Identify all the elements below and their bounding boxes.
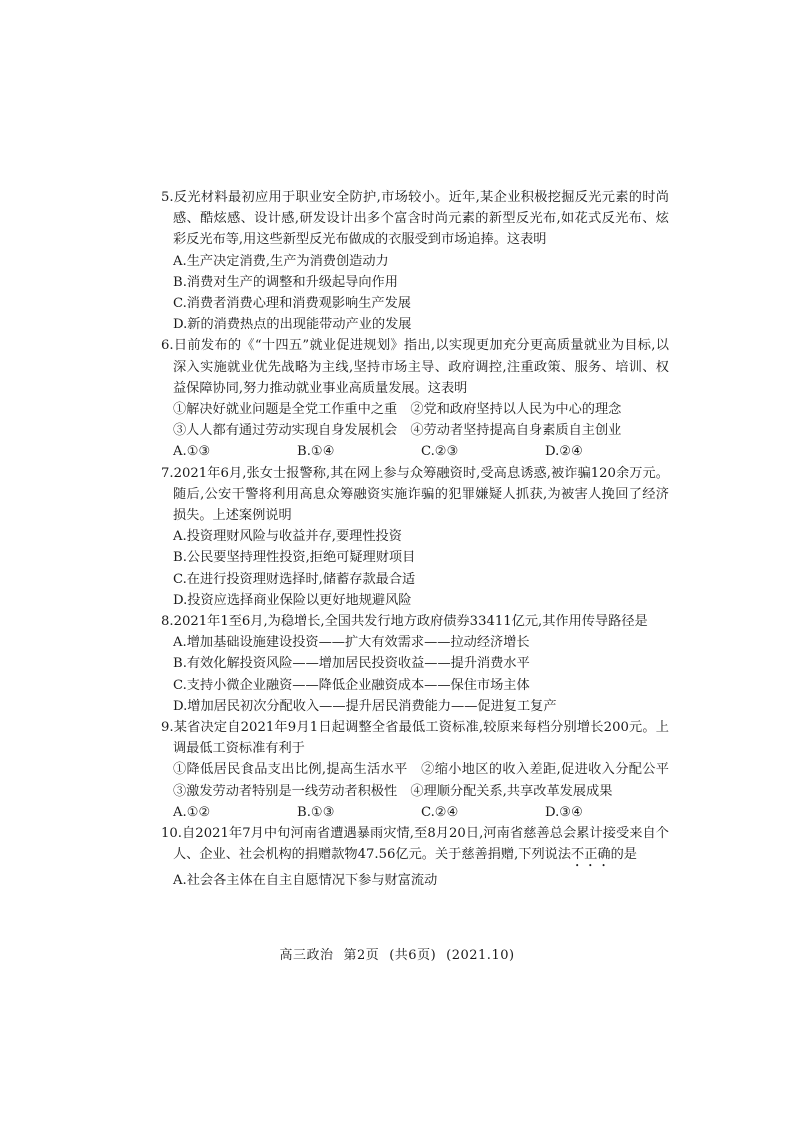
footer-total: (共6页) bbox=[389, 948, 437, 963]
statement-line: ③人人都有通过劳动实现自身发展机会 ④劳动者坚持提高自身素质自主创业 bbox=[173, 423, 622, 439]
choice-d: D.③④ bbox=[545, 804, 583, 820]
page-footer bbox=[0, 945, 794, 966]
choice-b: B.①③ bbox=[297, 804, 335, 820]
option-a: A.生产决定消费,生产为消费创造动力 bbox=[173, 253, 389, 269]
stem-text: 10.自2021年7月中旬河南省遭遇暴雨灾情,至8月20日,河南省慈善总会累计接受来自个人、企业、社会机构的捐赠款物47.56亿元。关于慈善捐赠,下列说法 bbox=[161, 826, 669, 863]
question-stem bbox=[161, 823, 669, 870]
statement-line: ①解决好就业问题是全党工作重中之重 ②党和政府坚持以人民为中心的理念 bbox=[173, 402, 622, 418]
option-b: B.有效化解投资风险——增加居民投资收益——提升消费水平 bbox=[173, 656, 530, 672]
question-10 bbox=[161, 823, 669, 891]
answer-choices bbox=[161, 802, 669, 823]
question-stem: 8.2021年1至6月,为稳增长,全国共发行地方政府债券33411亿元,其作用传导路径是 bbox=[161, 614, 648, 630]
emphasized-text: 不正确 bbox=[571, 847, 611, 863]
option-b: B.消费对生产的调整和升级起导向作用 bbox=[173, 274, 398, 290]
question-stem: 7.2021年6月,张女士报警称,其在网上参与众筹融资时,受高息诱惑,被诈骗120余万元。随后,公安干警将利用高息众筹融资实施诈骗的犯罪嫌疑人抓获,为被害人挽回了经济损失。上述案例说明 bbox=[161, 465, 669, 524]
option-a: A.社会各主体在自主自愿情况下参与财富流动 bbox=[173, 873, 438, 889]
question-stem: 6.日前发布的《“十四五”就业促进规划》指出,以实现更加充分更高质量就业为目标,以深入实施就业优先战略为主线,坚持市场主导、政府调控,注重政策、服务、培训、权益保障协同,努力推动就业事业高质量发展。这表明 bbox=[161, 338, 669, 396]
answer-choices bbox=[161, 441, 669, 462]
footer-page: 第2页 bbox=[343, 948, 380, 963]
footer-date: (2021.10) bbox=[446, 948, 515, 963]
option-c: C.消费者消费心理和消费观影响生产发展 bbox=[173, 296, 411, 312]
choice-c: C.②④ bbox=[421, 804, 459, 820]
footer-subject: 高三政治 bbox=[279, 948, 334, 963]
choice-d: D.②④ bbox=[545, 444, 583, 460]
option-a: A.投资理财风险与收益并存,要理性投资 bbox=[173, 529, 402, 545]
question-7 bbox=[161, 463, 669, 611]
option-d: D.新的消费热点的出现能带动产业的发展 bbox=[173, 317, 412, 333]
question-stem: 5.反光材料最初应用于职业安全防护,市场较小。近年,某企业积极挖掘反光元素的时尚感、酷炫感、设计感,研发设计出多个富含时尚元素的新型反光布,如花式反光布、炫彩反光布等,用这些新型反光布做成的衣服受到市场追捧。这表明 bbox=[161, 190, 669, 248]
question-6 bbox=[161, 335, 669, 462]
stem-text-end: 的是 bbox=[610, 847, 637, 863]
question-list bbox=[161, 187, 683, 892]
choice-b: B.①④ bbox=[297, 444, 335, 460]
option-c: C.支持小微企业融资——降低企业融资成本——保住市场主体 bbox=[173, 677, 530, 693]
choice-a: A.①③ bbox=[173, 444, 211, 460]
question-8 bbox=[161, 611, 669, 717]
question-9 bbox=[161, 717, 683, 823]
option-b: B.公民要坚持理性投资,拒绝可疑理财项目 bbox=[173, 550, 416, 566]
question-5 bbox=[161, 187, 669, 335]
choice-a: A.①② bbox=[173, 804, 211, 820]
option-a: A.增加基础设施建设投资——扩大有效需求——拉动经济增长 bbox=[173, 635, 530, 651]
option-c: C.在进行投资理财选择时,储蓄存款最合适 bbox=[173, 571, 416, 587]
choice-c: C.②③ bbox=[421, 444, 459, 460]
question-stem: 9.某省决定自2021年9月1日起调整全省最低工资标准,较原来每档分别增长200元。上调最低工资标准有利于 bbox=[161, 720, 669, 757]
statement-block: ①降低居民食品支出比例,提高生活水平 ②缩小地区的收入差距,促进收入分配公平 ③激发劳动者特别是一线劳动者积极性 ④理顺分配关系,共享改革发展成果 bbox=[173, 762, 683, 799]
option-d: D.增加居民初次分配收入——提升居民消费能力——促进复工复产 bbox=[173, 698, 557, 714]
option-d: D.投资应选择商业保险以更好地规避风险 bbox=[173, 592, 412, 608]
